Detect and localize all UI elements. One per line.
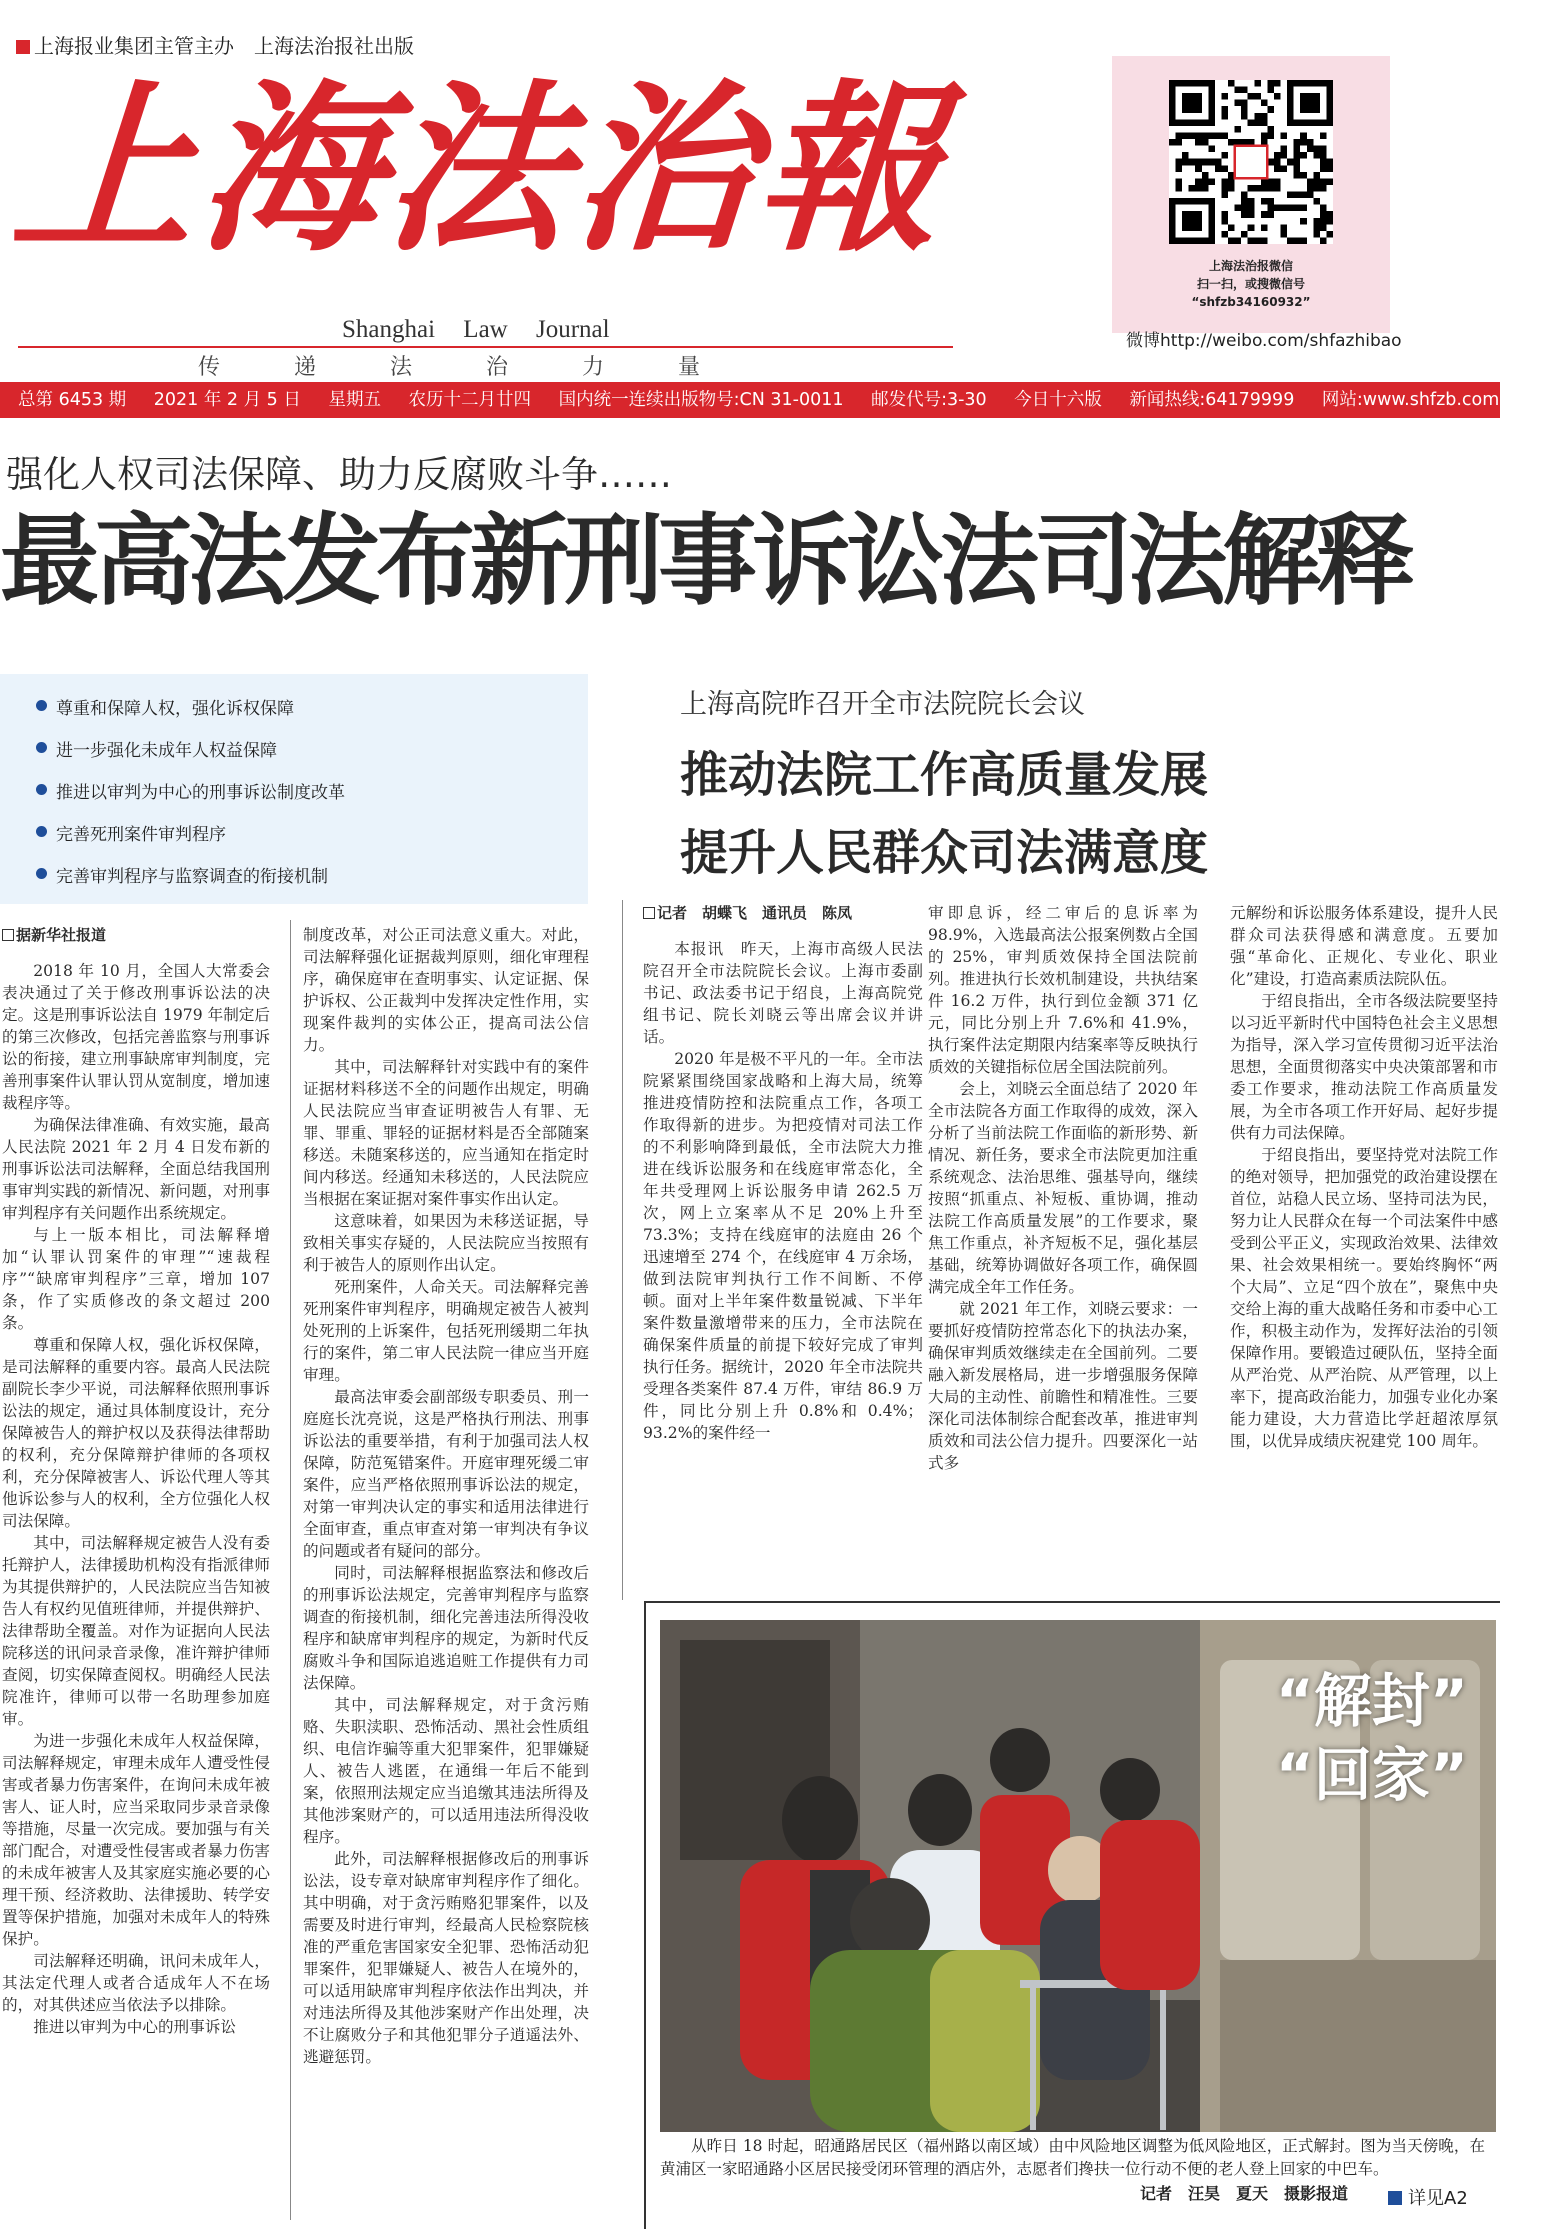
lead-paragraph: 为确保法律准确、有效实施，最高人民法院 2021 年 2 月 4 日发布新的刑事诉讼法司法解释，全面总结我国刑事审判实践的新情况、新问题，对刑事审判程序有关问题作出系统规定。 — [2, 1116, 270, 1222]
second-column-3 — [1230, 902, 1498, 1592]
lead-paragraph: 死刑案件，人命关天。司法解释完善死刑案件审判程序，明确规定被告人被判处死刑的上诉案件，包括死刑缓期二年执行的案件，第二审人民法院一律应当开庭审理。 — [303, 1278, 589, 1384]
lead-paragraph: 尊重和保障人权，强化诉权保障，是司法解释的重要内容。最高人民法院副院长李少平说，司法解释依照刑事诉讼法的规定，通过具体制度设计，充分保障被告人的辩护权以及获得法律帮助的权利，充分保障辩护律师的各项权利，充分保障被害人、诉讼代理人等其他诉讼参与人的权利，全方位强化人权司法保障。 — [2, 1336, 270, 1530]
lead-byline — [2, 924, 270, 946]
issue-hotline: 新闻热线:64179999 — [1129, 390, 1295, 410]
issue-website[interactable]: 网站:www.shfzb.com.cn — [1321, 390, 1526, 410]
lead-summary-item: 完善审判程序与监察调查的衔接机制 — [56, 862, 328, 887]
second-paragraph: 审即息诉，经二审后的息诉率为 98.9%，入选最高法公报案例数占全国的 25%，审判质效保持全国法院前列。推进执行长效机制建设，共执结案件 16.2 万件，执行到位金额 371 亿元，同比分别上升 7.6%和 41.9%，执行案件法定期限内结案率等反映执行质效的关键指标位居全国法院前列。 — [928, 904, 1198, 1076]
publisher-line — [16, 30, 414, 59]
lead-paragraph: 其中，司法解释规定被告人没有委托辩护人，法律援助机构没有指派律师为其提供辩护的，人民法院应当告知被告人有权约见值班律师，并提供辩护、法律帮助全覆盖。对作为证据向人民法院移送的讯问录音录像，准许辩护律师查阅，切实保障查阅权。明确经人民法院准许，律师可以带一名助理参加庭审。 — [2, 1534, 270, 1728]
second-paragraph: 本报讯 昨天，上海市高级人民法院召开全市法院院长会议。上海市委副书记、政法委书记于绍良，上海高院党组书记、院长刘晓云等出席会议并讲话。 — [643, 940, 923, 1046]
masthead-english-name: Shanghai Law Journal — [342, 316, 610, 343]
lead-paragraph: 推进以审判为中心的刑事诉讼 — [33, 2018, 236, 2036]
blue-square-icon — [1388, 2191, 1402, 2205]
masthead-logo: 上海法治報 — [6, 62, 952, 276]
lead-summary-item: 进一步强化未成年人权益保障 — [56, 736, 277, 761]
byline-box-icon — [643, 907, 655, 919]
lead-summary-item: 尊重和保障人权，强化诉权保障 — [56, 694, 294, 719]
photo-title-2: “回家” — [1275, 1741, 1468, 1809]
lead-headline[interactable]: 最高法发布新刑事诉讼法司法解释 — [0, 504, 1410, 619]
publisher-line-text: 上海报业集团主管主办 上海法治报社出版 — [34, 34, 414, 58]
lead-paragraph: 同时，司法解释根据监察法和修改后的刑事诉讼法规定，完善审判程序与监察调查的衔接机制，细化完善违法所得没收程序和缺席审判程序的规定，为新时代反腐败斗争和国际追逃追赃工作提供有力司法保障。 — [303, 1564, 589, 1692]
second-column-1 — [643, 902, 923, 1592]
lead-paragraph: 最高法审委会副部级专职委员、刑一庭庭长沈亮说，这是严格执行刑法、刑事诉讼法的重要举措，有利于加强司法人权保障，防范冤错案件。开庭审理死缓二审案件，应当严格依照刑事诉讼法的规定，对第一审判决认定的事实和适用法律进行全面审查，重点审查对第一审判决有争议的问题或者有疑问的部分。 — [303, 1388, 589, 1560]
lead-summary-box — [0, 674, 588, 904]
issue-serial-number: 国内统一连续出版物号:CN 31-0011 — [558, 390, 844, 410]
header-divider — [18, 346, 953, 348]
qr-caption — [1112, 257, 1390, 311]
second-headline-2[interactable]: 提升人民群众司法满意度 — [680, 825, 1209, 881]
lead-paragraph: 2018 年 10 月，全国人大常委会表决通过了关于修改刑事诉讼法的决定。这是刑事诉讼法自 1979 年制定后的第三次修改，包括完善监察与刑事诉讼的衔接，建立刑事缺席审判制度，完善刑事案件认罪认罚从宽制度，增加速裁程序等。 — [2, 962, 270, 1112]
second-column-2 — [928, 902, 1198, 1592]
issue-lunar-date: 农历十二月廿四 — [408, 390, 532, 410]
column-divider — [290, 920, 291, 2220]
issue-date: 2021 年 2 月 5 日 — [153, 390, 301, 410]
issue-info-bar — [0, 382, 1526, 418]
second-paragraph: 元解纷和诉讼服务体系建设，提升人民群众司法获得感和满意度。五要加强“革命化、正规化、专业化、职业化”建设，打造高素质法院队伍。 — [1230, 904, 1498, 988]
photo-title-1: “解封” — [1275, 1667, 1468, 1735]
lead-byline-text: 据新华社报道 — [16, 926, 107, 944]
issue-number: 总第 6453 期 — [18, 390, 127, 410]
lead-paragraph: 为进一步强化未成年人权益保障，司法解释规定，审理未成年人遭受性侵害或者暴力伤害案件，在询问未成年被害人、证人时，应当采取同步录音录像等措施，尽量一次完成。要加强与有关部门配合，对遭受性侵害或者暴力伤害的未成年被害人及其家庭实施必要的心理干预、经济救助、法律援助、转学安置等保护措施，加强对未成年人的特殊保护。 — [2, 1732, 270, 1948]
second-byline-text: 记者 胡蝶飞 通讯员 陈凤 — [657, 904, 853, 922]
issue-page-count: 今日十六版 — [1014, 390, 1102, 410]
second-kicker: 上海高院昨召开全市法院院长会议 — [680, 689, 1085, 720]
qr-caption-line-2: 扫一扫，或搜微信号 — [1196, 277, 1305, 291]
news-photo[interactable] — [660, 1620, 1496, 2132]
photo-caption: 从昨日 18 时起，昭通路居民区（福州路以南区域）由中风险地区调整为低风险地区，正式解封。图为当天傍晚，在黄浦区一家昭通路小区居民接受闭环管理的酒店外，志愿者们搀扶一位行动不便的老人登上回家的中巴车。 — [660, 2137, 1485, 2178]
second-paragraph: 就 2021 年工作，刘晓云要求：一要抓好疫情防控常态化下的执法办案，确保审判质效继续走在全国前列。二要融入新发展格局，进一步增强服务保障大局的主动性、前瞻性和精准性。三要深化司法体制综合配套改革，推进审判质效和司法公信力提升。四要深化一站式多 — [928, 1300, 1198, 1472]
qr-caption-line-3: “shfzb34160932” — [1191, 295, 1311, 309]
qr-code-icon — [1169, 80, 1333, 244]
lead-summary-item: 完善死刑案件审判程序 — [56, 820, 226, 845]
lead-paragraph: 制度改革，对公正司法意义重大。对此，司法解释强化证据裁判原则，细化审理程序，确保庭审在查明事实、认定证据、保护诉权、公正裁判中发挥决定性作用，实现案件裁判的实体公正，提高司法公信力。 — [303, 926, 589, 1054]
photo-credit: 记者 汪昊 夏天 摄影报道 — [1140, 2184, 1349, 2203]
see-more-link[interactable] — [1388, 2184, 1468, 2210]
second-paragraph: 于绍良指出，全市各级法院要坚持以习近平新时代中国特色社会主义思想为指导，深入学习宣传贯彻习近平法治思想，全面贯彻落实中央决策部署和市委工作要求，推动法院工作高质量发展，为全市各项工作开好局、起好步提供有力司法保障。 — [1230, 992, 1498, 1142]
lead-summary-item: 推进以审判为中心的刑事诉讼制度改革 — [56, 778, 345, 803]
lead-paragraph: 与上一版本相比，司法解释增加“认罪认罚案件的审理”“速裁程序”“缺席审判程序”三章，增加 107 条，作了实质修改的条文超过 200 条。 — [2, 1226, 270, 1332]
masthead-tagline: 传递法治力量 — [198, 355, 775, 380]
lead-paragraph: 此外，司法解释根据修改后的刑事诉讼法，设专章对缺席审判程序作了细化。其中明确，对于贪污贿赂犯罪案件，以及需要及时进行审判，经最高人民检察院核准的严重危害国家安全犯罪、恐怖活动犯罪案件，犯罪嫌疑人、被告人在境外的，可以适用缺席审判程序依法作出判决，并对违法所得及其他涉案财产作出处理，决不让腐败分子和其他犯罪分子逍遥法外、逃避惩罚。 — [303, 1850, 589, 2066]
issue-postal-code: 邮发代号:3-30 — [871, 390, 987, 410]
lead-kicker: 强化人权司法保障、助力反腐败斗争…… — [6, 453, 672, 496]
second-paragraph: 会上，刘晓云全面总结了 2020 年全市法院各方面工作取得的成效，深入分析了当前法院工作面临的新形势、新情况、新任务，要求全市法院更加注重系统观念、法治思维、强基导向，继续按照“抓重点、补短板、重协调，推动法院工作高质量发展”的工作要求，聚焦工作重点，补齐短板不足，强化基层基础，统筹协调做好各项工作，确保圆满完成全年工作任务。 — [928, 1080, 1198, 1296]
lead-paragraph: 其中，司法解释针对实践中有的案件证据材料移送不全的问题作出规定，明确人民法院应当审查证明被告人有罪、无罪、罪重、罪轻的证据材料是否全部随案移送。未随案移送的，应当通知在指定时间内移送。经通知未移送的，人民法院应当根据在案证据对案件事实作出认定。 — [303, 1058, 589, 1208]
see-more-text: 详见A2 — [1408, 2188, 1468, 2209]
column-divider — [622, 900, 623, 1600]
qr-caption-line-1: 上海法治报微信 — [1208, 259, 1293, 273]
lead-column-1 — [2, 924, 270, 2224]
weibo-link[interactable]: 微博http://weibo.com/shfazhibao — [1126, 331, 1402, 351]
issue-weekday: 星期五 — [328, 390, 381, 410]
lead-paragraph: 这意味着，如果因为未移送证据，导致相关事实存疑的，人民法院应当按照有利于被告人的原则作出认定。 — [303, 1212, 589, 1274]
second-paragraph: 于绍良指出，要坚持党对法院工作的绝对领导，把加强党的政治建设摆在首位，站稳人民立场、坚持司法为民，努力让人民群众在每一个司法案件中感受到公平正义，实现政治效果、法律效果、社会效果相统一。要始终胸怀“两个大局”、立足“四个放在”，聚焦中央交给上海的重大战略任务和市委中心工作，积极主动作为，发挥好法治的引领保障作用。要锻造过硬队伍，坚持全面从严治党、从严治院、从严管理，以上率下，提高政治能力，加强专业化办案能力建设，大力营造比学赶超浓厚氛围，以优异成绩庆祝建党 100 周年。 — [1230, 1146, 1498, 1450]
second-headline-1[interactable]: 推动法院工作高质量发展 — [680, 747, 1209, 803]
byline-box-icon — [2, 929, 14, 941]
lead-paragraph: 其中，司法解释规定，对于贪污贿赂、失职渎职、恐怖活动、黑社会性质组织、电信诈骗等重大犯罪案件，犯罪嫌疑人、被告人逃匿，在通缉一年后不能到案，依照刑法规定应当追缴其违法所得及其他涉案财产的，可以适用违法所得没收程序。 — [303, 1696, 589, 1846]
lead-column-2 — [303, 924, 589, 2224]
red-square-icon — [16, 40, 30, 54]
second-paragraph: 2020 年是极不平凡的一年。全市法院紧紧围绕国家战略和上海大局，统筹推进疫情防控和法院重点工作，各项工作取得新的进步。为把疫情对司法工作的不利影响降到最低，全市法院大力推进在线诉讼服务和在线庭审常态化，全年共受理网上诉讼服务申请 262.5 万次，网上立案率从不足 20%上升至 73.3%；支持在线庭审的法庭由 26 个迅速增至 274 个，在线庭审 4 万余场，做到法院审判执行工作不间断、不停顿。面对上半年案件数量锐减、下半年案件数量激增带来的压力，全市法院在确保案件质量的前提下较好完成了审判执行任务。据统计，2020 年全市法院共受理各类案件 87.4 万件，审结 86.9 万件，同比分别上升 0.8%和 0.4%；93.2%的案件经一 — [643, 1050, 923, 1442]
lead-paragraph: 司法解释还明确，讯问未成年人，其法定代理人或者合适成年人不在场的，对其供述应当依法予以排除。 — [2, 1952, 270, 2014]
second-byline — [643, 902, 923, 924]
